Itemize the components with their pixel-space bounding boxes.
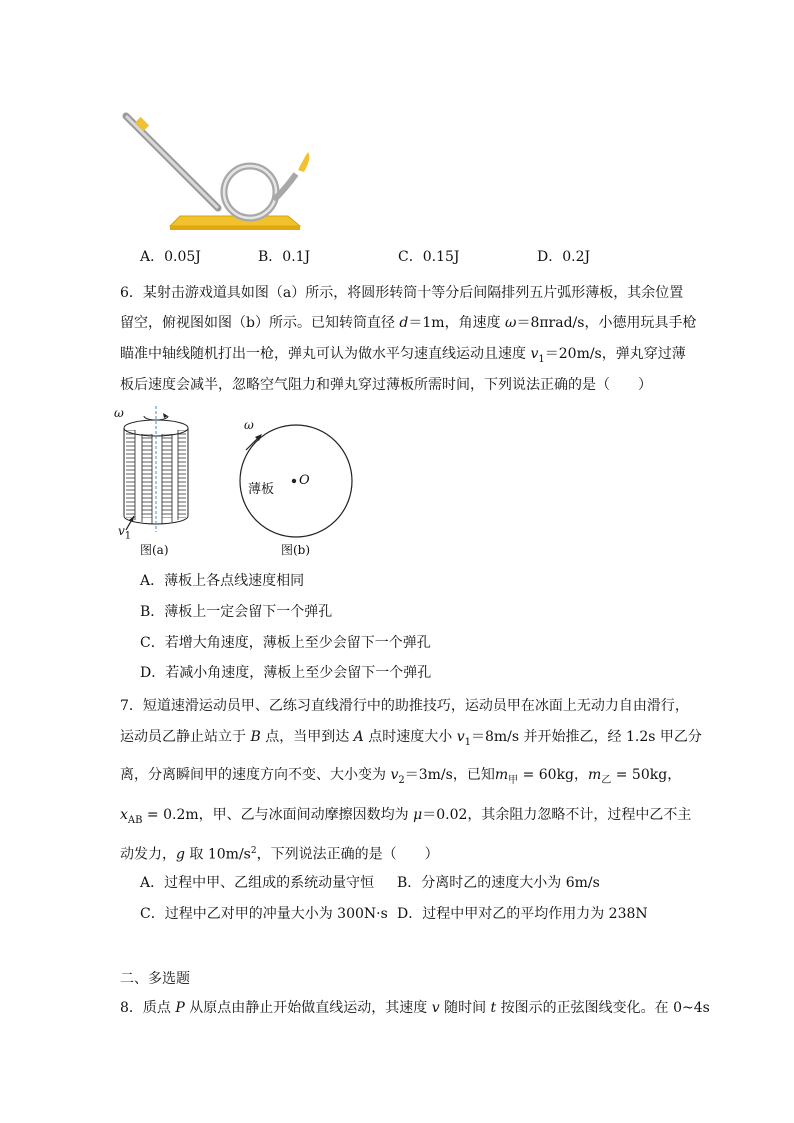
q6-line-2: 留空，俯视图如图（b）所示。已知转筒直径 d＝1m，角速度 ω＝8πrad/s，小德用玩具手枪 xyxy=(120,315,697,331)
loop-track-figure xyxy=(118,108,328,236)
q6-option-d: D．若减小角速度，薄板上至少会留下一个弹孔 xyxy=(140,665,432,681)
q7-line-5: 动发力，g 取 $10m/s^2$，下列说法正确的是（ ） xyxy=(120,846,439,863)
q6-option-a: A．薄板上各点线速度相同 xyxy=(140,573,305,589)
q6-option-c: C．若增大角速度，薄板上至少会留下一个弹孔 xyxy=(140,635,431,651)
q5-option-d: D．0.2J xyxy=(537,249,591,265)
fig-b-plate-label: 薄板 xyxy=(248,482,275,497)
q7-line-3: 离，分离瞬间甲的速度方向不变、大小变为 $v_2=3m/s$，已知$m_甲 = 60kg$，$m_乙 = 50kg$， xyxy=(120,767,682,786)
section-2-title: 二、多选题 xyxy=(120,971,190,987)
q7-line-2: 运动员乙静止站立于 B 点，当甲到达 A 点时速度大小 $v_1=8m/s$ 并开始推乙，经 1.2s 甲乙分 xyxy=(120,729,702,748)
q5-option-a: A．0.05J xyxy=(140,249,201,265)
fig-a-omega-label: ω xyxy=(114,406,124,420)
q5-option-c: C．0.15J xyxy=(398,249,460,265)
q5-option-b: B．0.1J xyxy=(258,249,311,265)
fig-b-omega-label: ω xyxy=(244,418,254,432)
fig-a-v1-label: $v_1$ xyxy=(118,524,132,542)
q6-line-4: 板后速度会减半，忽略空气阻力和弹丸穿过薄板所需时间，下列说法正确的是（ ） xyxy=(120,377,652,393)
q7-line-4: $x_{AB} = 0.2m$，甲、乙与冰面间动摩擦因数均为 μ＝0.02，其余阻力忽略不计，过程中乙不主 xyxy=(120,807,692,826)
q7-option-a: A．过程中甲、乙组成的系统动量守恒 xyxy=(140,875,375,891)
figure-a-cylinder xyxy=(112,404,202,534)
q7-line-1: 7．短道速滑运动员甲、乙练习直线滑行中的助推技巧，运动员甲在冰面上无动力自由滑行， xyxy=(120,698,689,714)
fig-b-center-label: O xyxy=(299,473,310,488)
q6-line-3: 瞄准中轴线随机打出一枪，弹丸可认为做水平匀速直线运动且速度 $v_1=20m/s$，弹丸穿过薄 xyxy=(120,346,686,365)
q7-option-d: D．过程中甲对乙的平均作用力为 238N xyxy=(397,906,648,922)
q6-line-1: 6．某射击游戏道具如图（a）所示，将圆形转筒十等分后间隔排列五片弧形薄板，其余位置 xyxy=(120,285,684,301)
q7-option-c: C．过程中乙对甲的冲量大小为 300N·s xyxy=(140,906,388,922)
fig-a-caption: 图(a) xyxy=(140,543,169,557)
q6-option-b: B．薄板上一定会留下一个弹孔 xyxy=(140,604,333,620)
q8-line-1: 8．质点 P 从原点由静止开始做直线运动，其速度 v 随时间 t 按图示的正弦图线变化。在 0~4s xyxy=(120,1000,710,1016)
q7-option-b: B．分离时乙的速度大小为 6m/s xyxy=(397,875,600,891)
fig-b-caption: 图(b) xyxy=(281,543,311,557)
